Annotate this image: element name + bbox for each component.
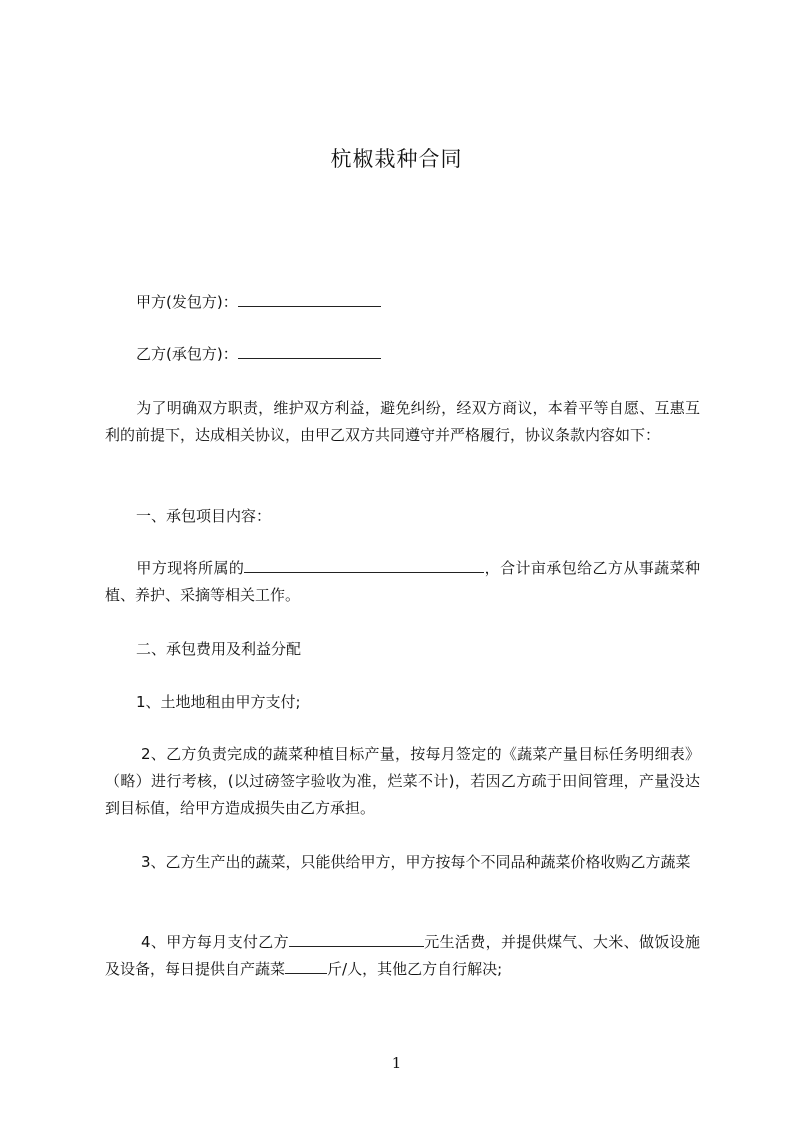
clause-3-text: 3、乙方生产出的蔬菜，只能供给甲方，甲方按每个不同品种蔬菜价格收购乙方蔬菜: [141, 853, 691, 871]
clause-4: [105, 929, 700, 983]
clause-4-middle: 元生活费，并提供煤气、大米、做饭设施及设备，每日提供自产蔬菜: [105, 933, 700, 978]
page-number: 1: [391, 1054, 402, 1072]
preamble-text: 为了明确双方职责，维护双方利益，避免纠纷，经双方商议，本着平等自愿、互惠互利的前提下，达成相关协议，由甲乙双方共同遵守并严格履行，协议条款内容如下：: [105, 399, 700, 444]
clause-4-suffix: 斤/人，其他乙方自行解决;: [327, 960, 503, 978]
party-b-label: 乙方(承包方)：: [136, 345, 238, 363]
party-b-blank: [238, 342, 381, 359]
section2-heading: [105, 636, 700, 663]
vegetable-amount-blank: [285, 957, 327, 974]
living-fee-blank: [289, 930, 424, 947]
section1-paragraph: [105, 555, 700, 609]
party-a-label: 甲方(发包方)：: [136, 293, 238, 311]
land-blank: [244, 556, 484, 573]
section2-heading-text: 二、承包费用及利益分配: [136, 640, 302, 658]
section1-suffix: ，合计亩承包给乙方从事蔬菜种植、养护、采摘等相关工作。: [105, 559, 700, 604]
party-b-line: [105, 341, 700, 368]
clause-2-text: 2、乙方负责完成的蔬菜种植目标产量，按每月签定的《蔬菜产量目标任务明细表》（略）进行考核，(以过磅签字验收为准，烂菜不计)，若因乙方疏于田间管理，产量没达到目标值，给甲方造成损失由乙方承担。: [105, 745, 700, 817]
clause-1-text: 1、土地地租由甲方支付;: [136, 693, 301, 711]
party-a-blank: [238, 290, 381, 307]
section1-heading: [105, 503, 700, 530]
preamble-paragraph: [105, 395, 700, 449]
clause-3: [105, 849, 700, 876]
section1-heading-text: 一、承包项目内容：: [136, 507, 272, 525]
party-a-line: [105, 289, 700, 316]
clause-1: [105, 689, 700, 716]
clause-2: [105, 741, 700, 822]
section1-prefix: 甲方现将所属的: [136, 559, 245, 577]
document-title: 杭椒栽种合同: [330, 147, 463, 171]
clause-4-prefix: 4、甲方每月支付乙方: [141, 933, 289, 951]
